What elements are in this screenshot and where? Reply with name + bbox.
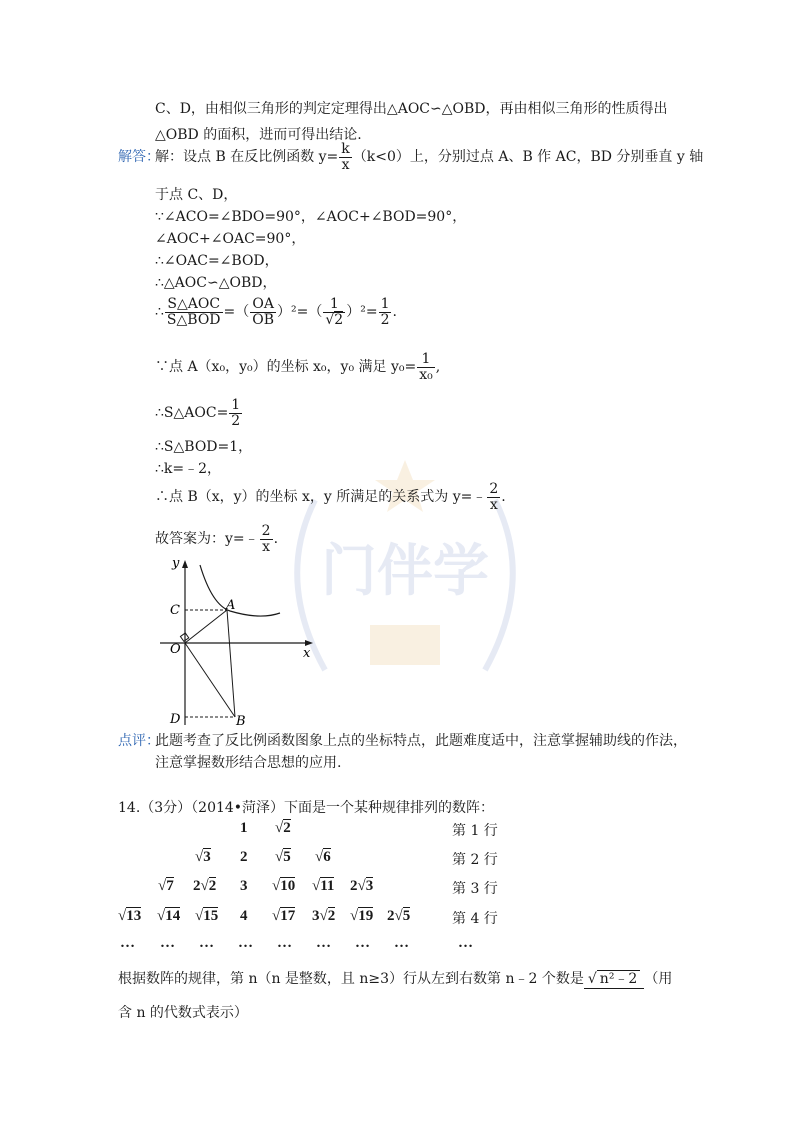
final-answer-line [155,524,278,554]
coefficient: 3 [312,908,320,924]
matrix-ellipsis: … [160,935,175,951]
k-value-line: ∴k=﹣2， [155,461,222,477]
fraction-half [379,297,392,327]
answer-blank: √ n²﹣2 [584,968,644,989]
area-ratio-line [155,297,397,327]
numerator: k [341,141,350,157]
question-conclusion-line-1 [118,968,672,989]
solution-line-1 [155,142,703,172]
numerator: 1 [380,296,390,312]
text: （用 [644,971,673,987]
analysis-line-2: △OBD 的面积，进而可得出结论. [155,127,362,143]
area-aoc-line [155,398,243,428]
solution-line-6: ∴△AOC∽△OBD， [155,275,277,291]
numerator: 1 [417,352,435,368]
matrix-ellipsis: … [458,935,473,951]
matrix-cell: √17 [272,908,296,924]
matrix-cell: √3 [195,849,211,865]
radicand: 2 [283,820,291,836]
row-label-1: 第 1 行 [452,823,498,839]
matrix-ellipsis: … [238,935,253,951]
text: ∵点 A（x₀，y₀）的坐标 x₀，y₀ 满足 y₀= [155,359,417,376]
matrix-cell: √5 [275,849,291,865]
comment-line-1: 此题考查了反比例函数图象上点的坐标特点，此题难度适中，注意掌握辅助线的作法， [155,733,687,749]
denominator: x₀ [419,366,433,383]
y-axis-arrow [182,560,188,568]
denominator: x [262,538,271,555]
radicand: 5 [402,908,411,924]
matrix-ellipsis: … [355,935,370,951]
text: （k<0）上，分别过点 A、B 作 AC，BD 分别垂直 y 轴 [352,149,704,166]
radicand: 17 [280,908,296,924]
numerator: 1 [323,297,345,313]
hyperbola-curve [200,565,280,616]
fraction-k-over-x [339,142,351,172]
radicand: 5 [283,849,291,865]
segment-ob [185,643,235,717]
fraction-oa-ob [250,297,276,327]
text: . [392,304,397,321]
radicand: 19 [358,908,374,924]
answer-expression: n²﹣2 [597,970,641,987]
fraction-2-over-x [260,524,273,554]
matrix-cell: 2√5 [387,908,411,924]
text: =（ [223,304,250,321]
solution-line-5: ∴∠OAC=∠BOD， [155,253,279,269]
numerator: S△AOC [165,297,223,313]
fraction-area [165,297,223,327]
text: 根据数阵的规律，第 n（n 是整数，且 n≥3）行从左到右数第 n﹣2 个数是 [118,971,584,987]
question-conclusion-line-2: 含 n 的代数式表示） [118,1005,248,1021]
matrix-cell: √19 [350,908,374,924]
matrix-cell: 1 [240,820,248,836]
fraction-one-root2 [323,297,345,327]
numerator: 2 [261,523,271,539]
matrix-ellipsis: … [277,935,292,951]
point-a-line [155,352,440,382]
text: 故答案为：y=﹣ [155,531,259,548]
coefficient: 2 [350,878,358,894]
radicand: 11 [320,878,335,894]
text: ）²= [346,304,378,321]
matrix-cell: 2√3 [350,878,374,894]
radicand: 2 [208,878,217,894]
text: . [273,531,279,548]
radicand: 2 [327,908,336,924]
text: ∴ [155,304,164,321]
o-label: O [170,642,181,657]
matrix-ellipsis: … [394,935,409,951]
answer-label: 解答： [118,149,160,165]
x-label: x [303,646,311,661]
text: ）²=（ [277,304,323,321]
c-label: C [170,603,180,618]
matrix-ellipsis: … [120,935,135,951]
matrix-cell: 3 [240,878,248,894]
coefficient: 2 [387,908,395,924]
matrix-cell: 2 [240,849,248,865]
fraction-one-over-x0 [417,352,435,382]
b-label: B [236,714,246,729]
solution-line-2: 于点 C、D， [155,187,238,203]
coefficient: 2 [193,878,201,894]
denominator: 2 [231,412,241,429]
radicand: 15 [203,908,219,924]
matrix-cell: √14 [157,908,181,924]
matrix-cell: √11 [312,878,335,894]
relation-line [155,482,506,512]
segment-oa [185,610,227,643]
matrix-cell: √7 [158,878,174,894]
matrix-cell: √15 [195,908,219,924]
radicand: 7 [166,878,174,894]
row-label-3: 第 3 行 [452,881,498,897]
radicand: 13 [126,908,142,924]
matrix-cell: 2√2 [193,878,217,894]
comment-line-2: 注意掌握数形结合思想的应用. [155,755,342,771]
numerator: 2 [489,481,499,497]
y-label: y [172,556,180,571]
comment-label: 点评： [118,733,160,749]
text: ∴点 B（x，y）的坐标 x，y 所满足的关系式为 y=﹣ [155,489,487,506]
matrix-cell: √2 [275,820,291,836]
svg-text:门伴学: 门伴学 [321,539,489,604]
denominator: S△BOD [166,311,221,328]
radicand: 14 [165,908,181,924]
text: , [435,359,441,376]
area-bod-line: ∴S△BOD=1， [155,439,253,455]
question-14-title: 14.（3分）（2014•菏泽）下面是一个某种规律排列的数阵： [118,800,495,816]
radicand: 6 [323,849,331,865]
radicand: 2 [334,311,344,328]
denominator: x [341,156,350,173]
matrix-cell: √13 [118,908,142,924]
matrix-cell: 4 [240,908,248,924]
function-graph [160,555,320,730]
fraction-2-over-x [487,482,500,512]
matrix-cell: √6 [315,849,331,865]
radicand: 10 [280,878,296,894]
denominator: OB [252,311,275,328]
matrix-ellipsis: … [199,935,214,951]
segment-ab [227,610,235,717]
denominator: x [489,496,498,513]
a-label: A [226,598,236,613]
numerator: OA [250,297,276,313]
text: 解：设点 B 在反比例函数 y= [155,149,339,166]
solution-line-4: ∠AOC+∠OAC=90°， [155,231,306,247]
numerator: 1 [231,397,241,413]
matrix-cell: 3√2 [312,908,336,924]
fraction-half [229,398,242,428]
solution-line-3: ∵∠ACO=∠BDO=90°，∠AOC+∠BOD=90°， [155,209,467,225]
text: . [501,489,506,506]
denominator: 2 [380,311,390,328]
radicand: 3 [203,849,211,865]
radicand: 3 [365,878,374,894]
text: ∴S△AOC= [155,405,229,422]
analysis-line-1: C、D，由相似三角形的判定定理得出△AOC∽△OBD，再由相似三角形的性质得出 [155,101,668,117]
row-label-4: 第 4 行 [452,911,498,927]
d-label: D [170,712,181,727]
denominator: √2 [325,311,344,328]
matrix-ellipsis: … [316,935,331,951]
row-label-2: 第 2 行 [452,852,498,868]
matrix-cell: √10 [272,878,296,894]
